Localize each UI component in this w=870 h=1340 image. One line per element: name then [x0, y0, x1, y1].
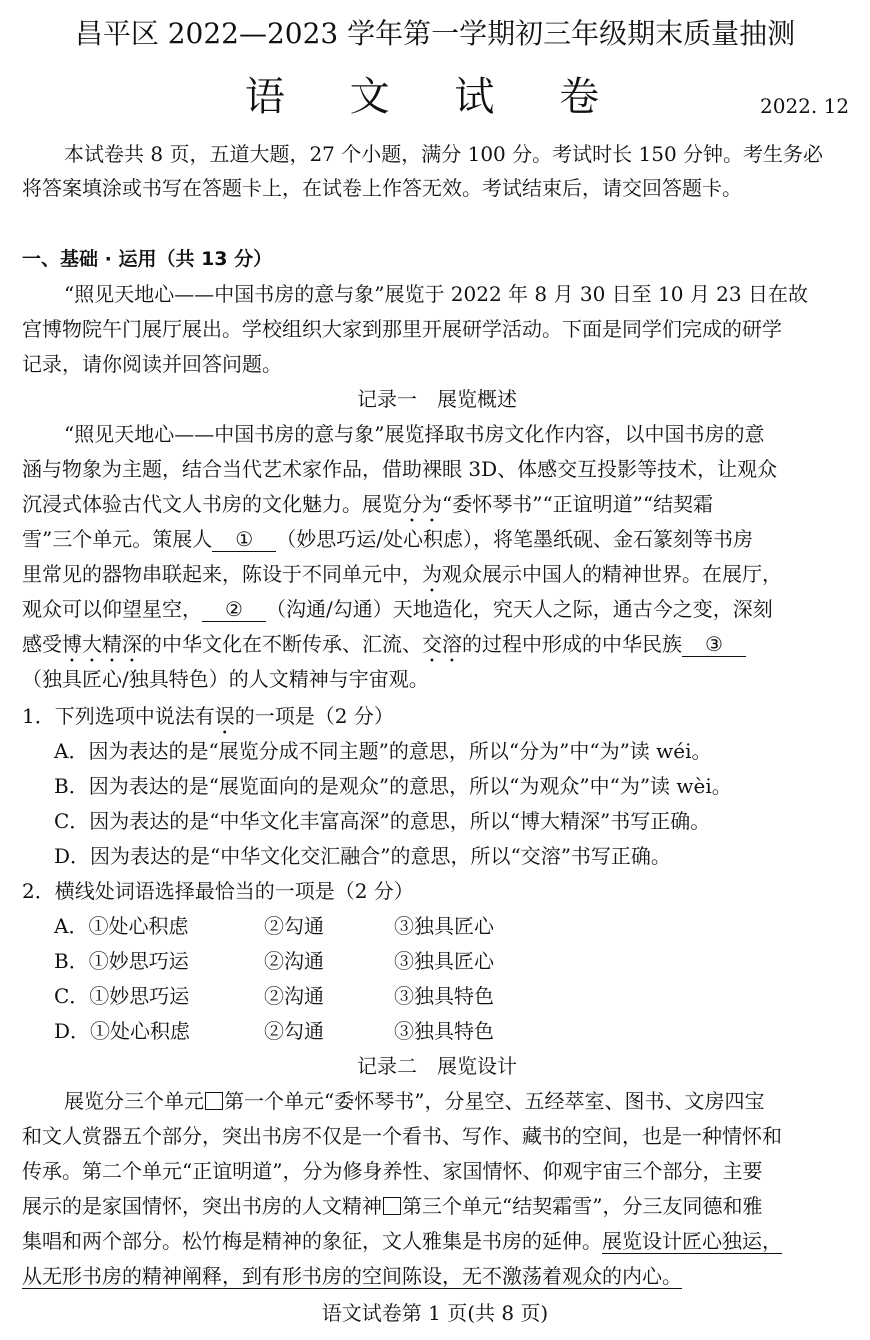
question-1-option-d[interactable]: D．因为表达的是“中华文化交汇融合”的意思，所以“交溶”书写正确。: [54, 844, 671, 868]
question-1-stem: [22, 701, 852, 739]
record1-line-1: “照见天地心——中国书房的意与象”展览择取书房文化作内容，以中国书房的意: [64, 422, 765, 446]
question-1-option-c[interactable]: C．因为表达的是“中华文化丰富高深”的意思，所以“博大精深”书写正确。: [54, 809, 711, 833]
question-1-option-b[interactable]: B．因为表达的是“展览面向的是观众”的意思，所以“为观众”中“为”读 wèi。: [54, 774, 732, 798]
choice-part: ②勾通: [264, 914, 324, 938]
text-span: 集唱和两个部分。松竹梅是精神的象征，文人雅集是书房的延伸。: [22, 1229, 602, 1253]
record1-title: 记录一 展览概述: [357, 387, 517, 411]
emphasis-bodajingshen: 博大精深: [62, 632, 142, 656]
record1-line-5: [22, 559, 852, 597]
intro-line-1: “照见天地心——中国书房的意与象”展览于 2022 年 8 月 30 日至 10 月 23 日在故: [64, 282, 808, 306]
record1-line-8: （独具匠心/独具特色）的人文精神与宇宙观。: [22, 667, 429, 691]
record2-title: 记录二 展览设计: [357, 1054, 517, 1078]
choice-part: A．①处心积虑: [54, 914, 189, 938]
text-span: 里常见的器物串联起来，陈设于不同单元中，: [22, 562, 422, 586]
choice-part: ②勾通: [264, 1019, 324, 1043]
record2-line-1: [22, 1086, 852, 1116]
text-span: 观众可以仰望星空，: [22, 597, 202, 621]
instructions-line-2: 将答案填涂或书写在答题卡上，在试卷上作答无效。考试结束后，请交回答题卡。: [22, 176, 742, 200]
question-2-option-a[interactable]: [22, 911, 852, 941]
question-2-option-d[interactable]: [22, 1016, 852, 1046]
choice-part: ③独具特色: [394, 1019, 494, 1043]
record2-line-5: [22, 1226, 852, 1256]
instructions-line-1: 本试卷共 8 页，五道大题，27 个小题，满分 100 分。考试时长 150 分钟。考生务必: [64, 142, 824, 166]
blank-2[interactable]: ②: [202, 597, 266, 622]
text-span: 展览分三个单元: [64, 1089, 204, 1113]
choice-part: ③独具匠心: [394, 949, 494, 973]
intro-line-3: 记录，请你阅读并回答问题。: [22, 352, 282, 376]
record1-line-4: [22, 524, 852, 554]
choice-part: ③独具特色: [394, 984, 494, 1008]
emphasis-wu: 误: [214, 704, 235, 728]
text-span: 沉浸式体验古代文人书房的文化魅力。展览: [22, 492, 402, 516]
question-2-option-c[interactable]: [22, 981, 852, 1011]
record2-line-4: [22, 1191, 852, 1221]
record1-line-3: [22, 489, 852, 527]
text-span: 的一项是（2 分）: [234, 704, 394, 728]
question-2-option-b[interactable]: [22, 946, 852, 976]
choice-part: D．①处心积虑: [54, 1019, 191, 1043]
record2-line-6: [22, 1261, 852, 1291]
text-span: （沟通/勾通）天地造化，究天人之际，通古今之变，深刻: [266, 597, 773, 621]
underlined-sentence-part-2: 从无形书房的精神阐释，到有形书房的空间陈设，无不激荡着观众的内心。: [22, 1264, 682, 1288]
text-span: 的中华文化在不断传承、汇流、: [142, 632, 422, 656]
choice-part: ③独具匠心: [394, 914, 494, 938]
choice-part: B．①妙思巧运: [54, 949, 189, 973]
choice-part: ②沟通: [264, 984, 324, 1008]
record2-line-2: 和文人赏器五个部分，突出书房不仅是一个看书、写作、藏书的空间，也是一种情怀和: [22, 1124, 782, 1148]
emphasis-fenwei: 分为: [402, 492, 442, 516]
exam-title: 昌平区 2022—2023 学年第一学期初三年级期末质量抽测: [74, 17, 796, 50]
record1-line-7: [22, 629, 852, 667]
choice-part: C．①妙思巧运: [54, 984, 190, 1008]
text-span: 感受: [22, 632, 62, 656]
text-span: 的过程中形成的中华民族: [462, 632, 682, 656]
text-span: 展示的是家国情怀，突出书房的人文精神: [22, 1194, 382, 1218]
subject-title: 语 文 试 卷: [244, 74, 626, 120]
intro-line-2: 宫博物院午门展厅展出。学校组织大家到那里开展研学活动。下面是同学们完成的研学: [22, 317, 782, 341]
question-1-option-a[interactable]: A．因为表达的是“展览分成不同主题”的意思，所以“分为”中“为”读 wéi。: [54, 739, 712, 763]
choice-part: ②沟通: [264, 949, 324, 973]
record1-line-2: 涵与物象为主题，结合当代艺术家作品，借助裸眼 3D、体感交互投影等技术，让观众: [22, 457, 778, 481]
punctuation-box-1[interactable]: [205, 1092, 223, 1110]
page-footer: 语文试卷第 1 页(共 8 页): [321, 1301, 549, 1325]
text-span: 1．下列选项中说法有: [22, 704, 215, 728]
underlined-sentence-part-1: 展览设计匠心独运，: [602, 1229, 782, 1253]
text-span: （妙思巧运/处心积虑），将笔墨纸砚、金石篆刻等书房: [276, 527, 753, 551]
text-span: 观众展示中国人的精神世界。在展厅，: [442, 562, 782, 586]
record1-line-6: [22, 594, 852, 624]
text-span: 雪”三个单元。策展人: [22, 527, 213, 551]
text-span: 第一个单元“委怀琴书”，分星空、五经萃室、图书、文房四宝: [224, 1089, 765, 1113]
question-2-stem: 2．横线处词语选择最恰当的一项是（2 分）: [22, 879, 414, 903]
record2-line-3: 传承。第二个单元“正谊明道”，分为修身养性、家国情怀、仰观宇宙三个部分，主要: [22, 1159, 763, 1183]
punctuation-box-2[interactable]: [383, 1197, 401, 1215]
text-span: “委怀琴书”“正谊明道”“结契霜: [442, 492, 714, 516]
emphasis-jiaorong: 交溶: [422, 632, 462, 656]
blank-3[interactable]: ③: [682, 632, 746, 657]
section-heading: 一、基础 · 运用（共 13 分）: [22, 248, 273, 270]
text-span: 第三个单元“结契霜雪”，分三友同德和雅: [402, 1194, 763, 1218]
blank-1[interactable]: ①: [212, 527, 276, 552]
exam-date: 2022. 12: [760, 94, 850, 118]
emphasis-wei: 为: [422, 562, 442, 586]
